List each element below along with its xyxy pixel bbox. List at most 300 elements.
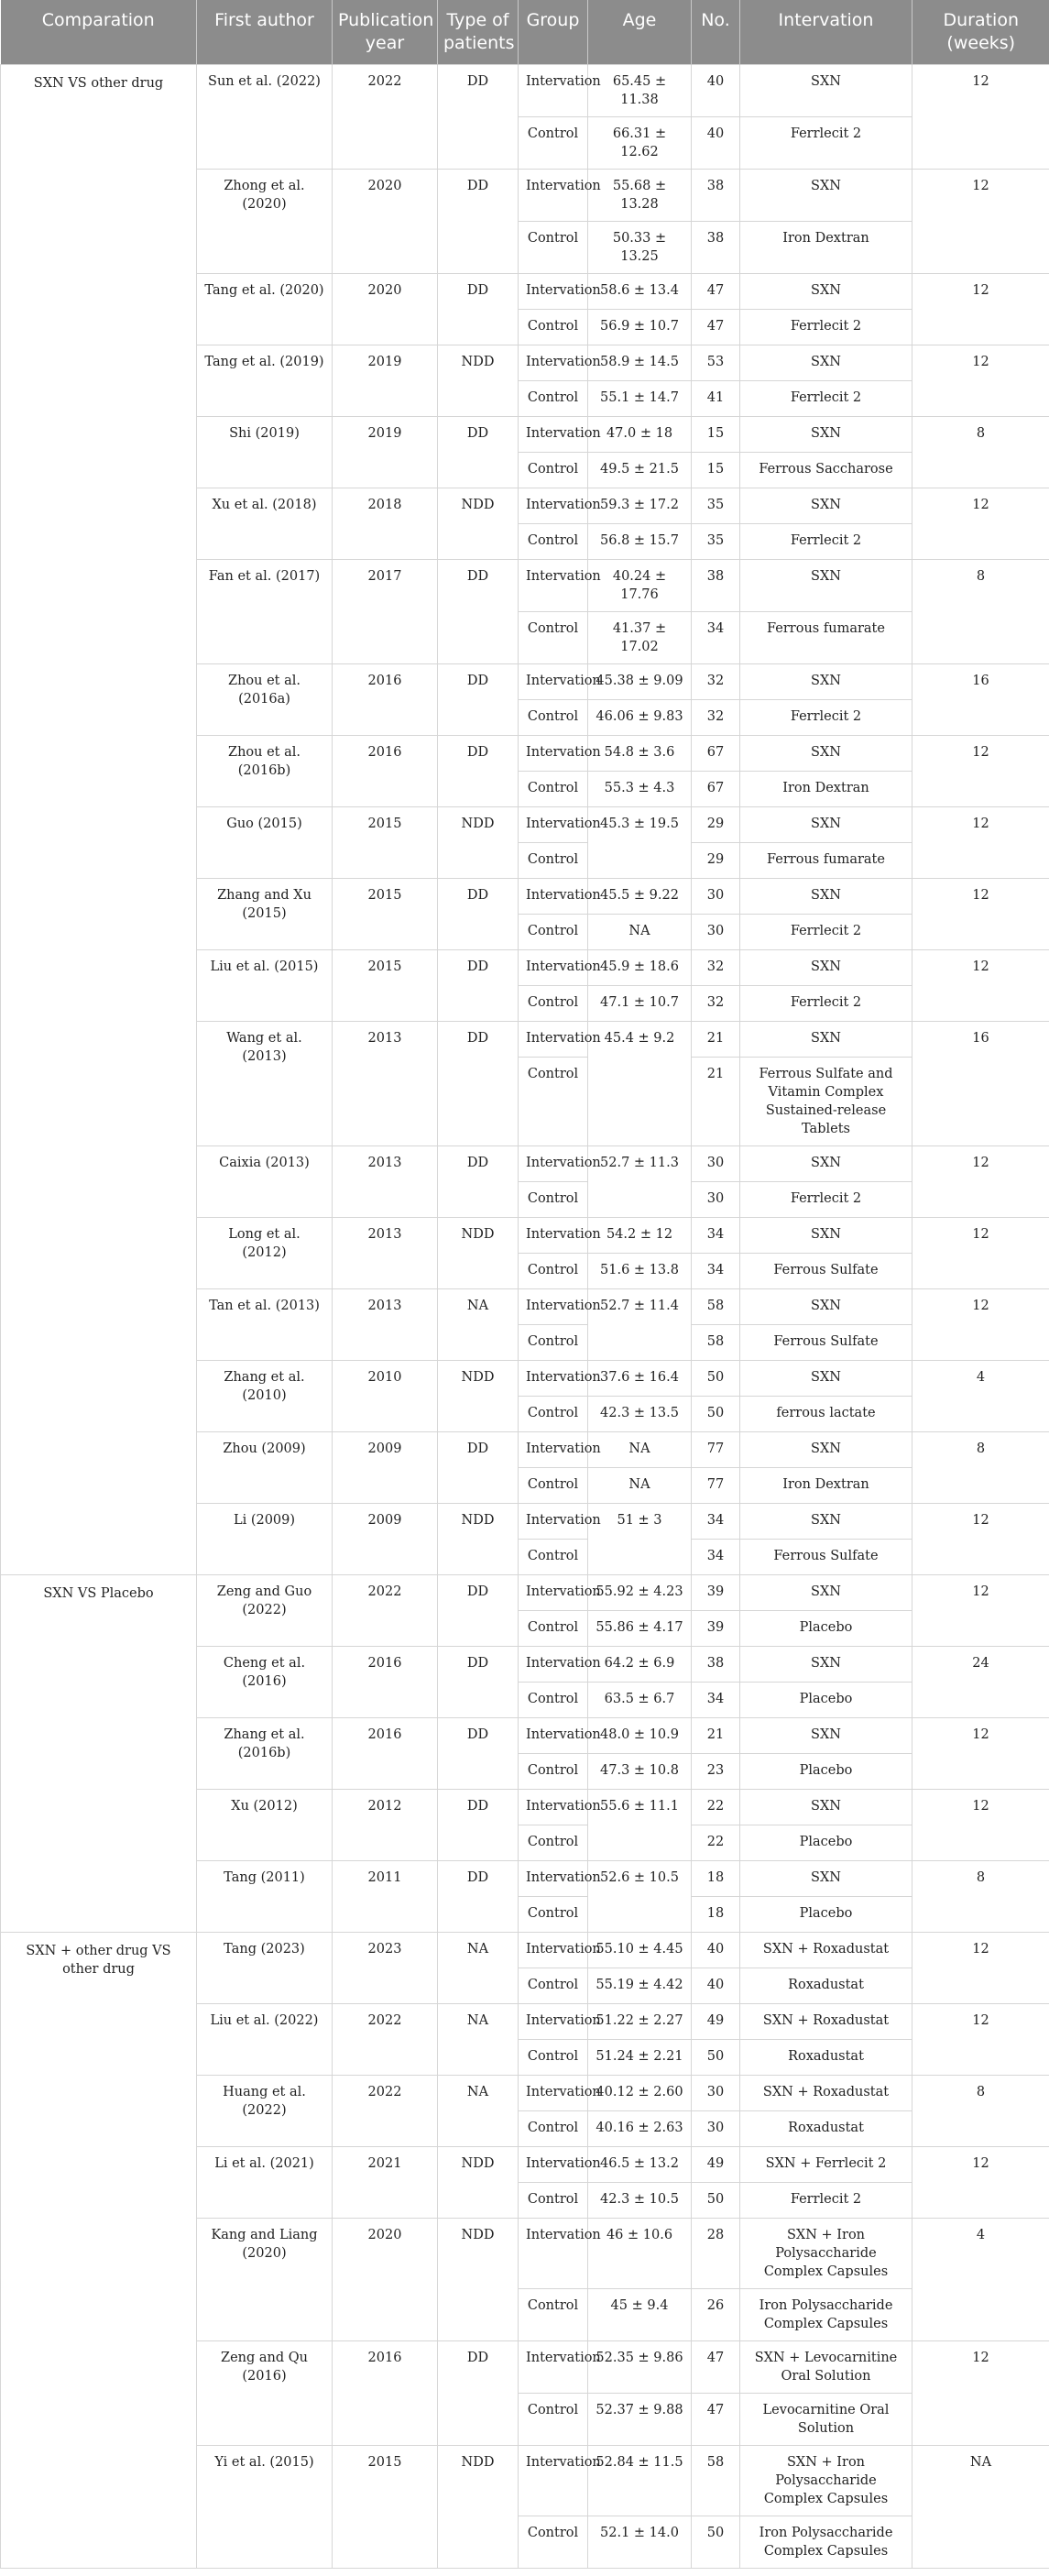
group-cell: Control	[519, 117, 588, 170]
number-cell: 47	[692, 2394, 740, 2446]
year-cell: 2015	[333, 950, 438, 1022]
year-cell: 2019	[333, 345, 438, 417]
number-cell: 49	[692, 2004, 740, 2040]
author-cell: Zhou et al. (2016a)	[197, 664, 333, 736]
author-cell: Zeng and Guo (2022)	[197, 1575, 333, 1647]
number-cell: 34	[692, 1254, 740, 1289]
year-cell: 2020	[333, 2219, 438, 2341]
group-cell: Control	[519, 222, 588, 274]
group-cell: Control	[519, 381, 588, 417]
year-cell: 2021	[333, 2147, 438, 2219]
group-cell: Intervation	[519, 2147, 588, 2183]
group-cell: Intervation	[519, 950, 588, 986]
age-cell: 56.8 ± 15.7	[588, 524, 692, 560]
number-cell: 30	[692, 1146, 740, 1182]
group-cell: Intervation	[519, 2446, 588, 2516]
age-cell: 45.9 ± 18.6	[588, 950, 692, 986]
number-cell: 50	[692, 2040, 740, 2076]
intervention-cell: SXN	[740, 736, 912, 772]
group-cell: Intervation	[519, 345, 588, 381]
group-cell: Intervation	[519, 1718, 588, 1754]
age-cell: 63.5 ± 6.7	[588, 1683, 692, 1718]
age-cell: 47.3 ± 10.8	[588, 1754, 692, 1790]
intervention-cell: Ferrlecit 2	[740, 700, 912, 736]
group-cell: Control	[519, 2111, 588, 2147]
group-cell: Intervation	[519, 1146, 588, 1182]
author-cell: Huang et al. (2022)	[197, 2076, 333, 2147]
number-cell: 39	[692, 1575, 740, 1611]
intervention-cell: Iron Polysaccharide Complex Capsules	[740, 2516, 912, 2569]
intervention-cell: Roxadustat	[740, 2040, 912, 2076]
author-cell: Tang (2011)	[197, 1861, 333, 1933]
group-cell: Intervation	[519, 417, 588, 453]
group-cell: Control	[519, 2394, 588, 2446]
group-cell: Intervation	[519, 488, 588, 524]
group-cell: Control	[519, 1825, 588, 1861]
duration-cell: 12	[912, 170, 1049, 274]
duration-cell: 24	[912, 1647, 1049, 1718]
age-cell: 55.3 ± 4.3	[588, 772, 692, 807]
age-cell: 46.06 ± 9.83	[588, 700, 692, 736]
number-cell: 30	[692, 2111, 740, 2147]
intervention-cell: Ferrlecit 2	[740, 117, 912, 170]
intervention-cell: SXN	[740, 879, 912, 915]
intervention-cell: Ferrlecit 2	[740, 310, 912, 345]
number-cell: 58	[692, 1289, 740, 1325]
number-cell: 15	[692, 417, 740, 453]
year-cell: 2016	[333, 736, 438, 807]
group-cell: Control	[519, 1968, 588, 2004]
group-cell: Intervation	[519, 2341, 588, 2394]
patient-type-cell: DD	[438, 1861, 519, 1933]
duration-cell: 8	[912, 417, 1049, 488]
number-cell: 15	[692, 453, 740, 488]
header-no: No.	[692, 0, 740, 65]
intervention-cell: SXN	[740, 807, 912, 843]
patient-type-cell: NDD	[438, 488, 519, 560]
intervention-cell: Iron Dextran	[740, 772, 912, 807]
age-cell: 48.0 ± 10.9	[588, 1718, 692, 1754]
age-cell: 66.31 ± 12.62	[588, 117, 692, 170]
year-cell: 2020	[333, 274, 438, 345]
intervention-cell: Placebo	[740, 1825, 912, 1861]
duration-cell: 12	[912, 807, 1049, 879]
group-cell: Intervation	[519, 1022, 588, 1058]
author-cell: Zhou (2009)	[197, 1432, 333, 1504]
year-cell: 2016	[333, 2341, 438, 2446]
intervention-cell: Iron Dextran	[740, 1468, 912, 1504]
intervention-cell: SXN	[740, 664, 912, 700]
patient-type-cell: DD	[438, 1146, 519, 1218]
number-cell: 34	[692, 1540, 740, 1575]
number-cell: 34	[692, 612, 740, 664]
author-cell: Tang (2023)	[197, 1933, 333, 2004]
number-cell: 67	[692, 736, 740, 772]
duration-cell: 12	[912, 2147, 1049, 2219]
patient-type-cell: NDD	[438, 1218, 519, 1289]
author-cell: Liu et al. (2015)	[197, 950, 333, 1022]
table-row	[1, 1575, 1049, 1611]
year-cell: 2020	[333, 170, 438, 274]
group-cell: Intervation	[519, 274, 588, 310]
number-cell: 40	[692, 65, 740, 117]
group-cell: Intervation	[519, 736, 588, 772]
age-cell: 42.3 ± 13.5	[588, 1397, 692, 1432]
patient-type-cell: DD	[438, 65, 519, 170]
duration-cell: 8	[912, 2076, 1049, 2147]
group-cell: Control	[519, 1182, 588, 1218]
age-cell: 40.12 ± 2.60	[588, 2076, 692, 2111]
group-cell: Control	[519, 524, 588, 560]
author-cell: Cheng et al. (2016)	[197, 1647, 333, 1718]
group-cell: Control	[519, 1325, 588, 1361]
group-cell: Intervation	[519, 879, 588, 915]
patient-type-cell: DD	[438, 1647, 519, 1718]
intervention-cell: SXN	[740, 1022, 912, 1058]
comparation-cell: SXN VS Placebo	[1, 1575, 197, 1933]
age-cell: 45.5 ± 9.22	[588, 879, 692, 915]
year-cell: 2012	[333, 1790, 438, 1861]
intervention-cell: SXN	[740, 1361, 912, 1397]
year-cell: 2017	[333, 560, 438, 664]
number-cell: 49	[692, 2147, 740, 2183]
intervention-cell: SXN + Iron Polysaccharide Complex Capsules	[740, 2446, 912, 2516]
intervention-cell: Ferrlecit 2	[740, 2183, 912, 2219]
duration-cell: 12	[912, 1718, 1049, 1790]
table-body	[1, 65, 1049, 2569]
header-age: Age	[588, 0, 692, 65]
duration-cell: 12	[912, 2004, 1049, 2076]
age-cell: 56.9 ± 10.7	[588, 310, 692, 345]
duration-cell: 12	[912, 274, 1049, 345]
number-cell: 29	[692, 807, 740, 843]
number-cell: 41	[692, 381, 740, 417]
number-cell: 67	[692, 772, 740, 807]
duration-cell: 4	[912, 1361, 1049, 1432]
intervention-cell: SXN	[740, 1504, 912, 1540]
author-cell: Zeng and Qu (2016)	[197, 2341, 333, 2446]
intervention-cell: SXN + Roxadustat	[740, 2004, 912, 2040]
patient-type-cell: NDD	[438, 2147, 519, 2219]
group-cell: Intervation	[519, 1432, 588, 1468]
patient-type-cell: NDD	[438, 2219, 519, 2341]
age-cell: 52.7 ± 11.4	[588, 1289, 692, 1361]
author-cell: Liu et al. (2022)	[197, 2004, 333, 2076]
group-cell: Intervation	[519, 664, 588, 700]
author-cell: Zhang and Xu (2015)	[197, 879, 333, 950]
year-cell: 2015	[333, 879, 438, 950]
author-cell: Long et al. (2012)	[197, 1218, 333, 1289]
group-cell: Intervation	[519, 1647, 588, 1683]
year-cell: 2016	[333, 1718, 438, 1790]
group-cell: Control	[519, 1897, 588, 1933]
group-cell: Intervation	[519, 807, 588, 843]
number-cell: 28	[692, 2219, 740, 2289]
group-cell: Intervation	[519, 1218, 588, 1254]
age-cell: 52.37 ± 9.88	[588, 2394, 692, 2446]
number-cell: 32	[692, 986, 740, 1022]
intervention-cell: SXN	[740, 345, 912, 381]
group-cell: Control	[519, 1683, 588, 1718]
duration-cell: 16	[912, 664, 1049, 736]
number-cell: 47	[692, 2341, 740, 2394]
number-cell: 35	[692, 524, 740, 560]
number-cell: 38	[692, 1647, 740, 1683]
author-cell: Zhang et al. (2016b)	[197, 1718, 333, 1790]
duration-cell: 12	[912, 1504, 1049, 1575]
intervention-cell: Ferrlecit 2	[740, 986, 912, 1022]
group-cell: Intervation	[519, 1861, 588, 1897]
age-cell: 55.1 ± 14.7	[588, 381, 692, 417]
duration-cell: 8	[912, 1432, 1049, 1504]
year-cell: 2022	[333, 2004, 438, 2076]
group-cell: Intervation	[519, 1289, 588, 1325]
intervention-cell: Ferrous fumarate	[740, 612, 912, 664]
patient-type-cell: NA	[438, 1289, 519, 1361]
age-cell: 65.45 ± 11.38	[588, 65, 692, 117]
intervention-cell: Placebo	[740, 1897, 912, 1933]
number-cell: 29	[692, 843, 740, 879]
intervention-cell: Iron Polysaccharide Complex Capsules	[740, 2289, 912, 2341]
age-cell: 52.6 ± 10.5	[588, 1861, 692, 1933]
author-cell: Li (2009)	[197, 1504, 333, 1575]
intervention-cell: SXN	[740, 170, 912, 222]
age-cell: 45.4 ± 9.2	[588, 1022, 692, 1146]
group-cell: Control	[519, 453, 588, 488]
age-cell: 51.24 ± 2.21	[588, 2040, 692, 2076]
patient-type-cell: DD	[438, 1575, 519, 1647]
duration-cell: 16	[912, 1022, 1049, 1146]
intervention-cell: SXN + Levocarnitine Oral Solution	[740, 2341, 912, 2394]
group-cell: Intervation	[519, 170, 588, 222]
number-cell: 30	[692, 2076, 740, 2111]
age-cell: NA	[588, 915, 692, 950]
number-cell: 40	[692, 1968, 740, 2004]
table-row	[1, 65, 1049, 117]
number-cell: 47	[692, 274, 740, 310]
patient-type-cell: DD	[438, 1432, 519, 1504]
author-cell: Sun et al. (2022)	[197, 65, 333, 170]
intervention-cell: SXN + Roxadustat	[740, 1933, 912, 1968]
age-cell: 45.3 ± 19.5	[588, 807, 692, 879]
year-cell: 2018	[333, 488, 438, 560]
intervention-cell: SXN	[740, 1790, 912, 1825]
number-cell: 38	[692, 560, 740, 612]
number-cell: 30	[692, 1182, 740, 1218]
header-comparation: Comparation	[1, 0, 197, 65]
author-cell: Fan et al. (2017)	[197, 560, 333, 664]
patient-type-cell: DD	[438, 950, 519, 1022]
author-cell: Caixia (2013)	[197, 1146, 333, 1218]
year-cell: 2011	[333, 1861, 438, 1933]
year-cell: 2010	[333, 1361, 438, 1432]
group-cell: Intervation	[519, 65, 588, 117]
author-cell: Tang et al. (2020)	[197, 274, 333, 345]
patient-type-cell: NDD	[438, 807, 519, 879]
duration-cell: 4	[912, 2219, 1049, 2341]
number-cell: 50	[692, 1361, 740, 1397]
age-cell: 46.5 ± 13.2	[588, 2147, 692, 2183]
number-cell: 30	[692, 879, 740, 915]
number-cell: 34	[692, 1683, 740, 1718]
age-cell: 45.38 ± 9.09	[588, 664, 692, 700]
number-cell: 50	[692, 2183, 740, 2219]
author-cell: Kang and Liang (2020)	[197, 2219, 333, 2341]
table-row	[1, 1933, 1049, 1968]
intervention-cell: Ferrous fumarate	[740, 843, 912, 879]
intervention-cell: Ferrous Saccharose	[740, 453, 912, 488]
intervention-cell: Placebo	[740, 1611, 912, 1647]
intervention-cell: SXN + Roxadustat	[740, 2076, 912, 2111]
number-cell: 23	[692, 1754, 740, 1790]
age-cell: 55.86 ± 4.17	[588, 1611, 692, 1647]
number-cell: 18	[692, 1897, 740, 1933]
age-cell: 55.68 ± 13.28	[588, 170, 692, 222]
number-cell: 38	[692, 170, 740, 222]
age-cell: NA	[588, 1432, 692, 1468]
author-cell: Tan et al. (2013)	[197, 1289, 333, 1361]
number-cell: 32	[692, 664, 740, 700]
number-cell: 58	[692, 2446, 740, 2516]
group-cell: Control	[519, 1754, 588, 1790]
number-cell: 22	[692, 1790, 740, 1825]
patient-type-cell: DD	[438, 664, 519, 736]
group-cell: Control	[519, 2289, 588, 2341]
author-cell: Guo (2015)	[197, 807, 333, 879]
group-cell: Intervation	[519, 1361, 588, 1397]
age-cell: 47.1 ± 10.7	[588, 986, 692, 1022]
group-cell: Control	[519, 2516, 588, 2569]
group-cell: Control	[519, 310, 588, 345]
number-cell: 38	[692, 222, 740, 274]
patient-type-cell: DD	[438, 560, 519, 664]
duration-cell: 12	[912, 2341, 1049, 2446]
number-cell: 34	[692, 1504, 740, 1540]
intervention-cell: Ferrous Sulfate and Vitamin Complex Sustained-release Tablets	[740, 1058, 912, 1146]
author-cell: Xu et al. (2018)	[197, 488, 333, 560]
author-cell: Wang et al. (2013)	[197, 1022, 333, 1146]
age-cell: 51 ± 3	[588, 1504, 692, 1575]
group-cell: Intervation	[519, 1933, 588, 1968]
group-cell: Intervation	[519, 2219, 588, 2289]
group-cell: Intervation	[519, 2076, 588, 2111]
age-cell: 58.6 ± 13.4	[588, 274, 692, 310]
number-cell: 26	[692, 2289, 740, 2341]
patient-type-cell: DD	[438, 879, 519, 950]
group-cell: Control	[519, 2183, 588, 2219]
year-cell: 2022	[333, 65, 438, 170]
intervention-cell: Ferrlecit 2	[740, 524, 912, 560]
duration-cell: 12	[912, 1146, 1049, 1218]
number-cell: 35	[692, 488, 740, 524]
age-cell: 54.2 ± 12	[588, 1218, 692, 1254]
group-cell: Control	[519, 1058, 588, 1146]
age-cell: 55.6 ± 11.1	[588, 1790, 692, 1861]
group-cell: Control	[519, 915, 588, 950]
number-cell: 32	[692, 950, 740, 986]
comparation-cell: SXN + other drug VS other drug	[1, 1933, 197, 2569]
patient-type-cell: NA	[438, 2004, 519, 2076]
intervention-cell: Ferrous Sulfate	[740, 1325, 912, 1361]
patient-type-cell: NDD	[438, 1504, 519, 1575]
age-cell: 50.33 ± 13.25	[588, 222, 692, 274]
intervention-cell: Iron Dextran	[740, 222, 912, 274]
intervention-cell: SXN	[740, 1218, 912, 1254]
group-cell: Control	[519, 843, 588, 879]
patient-type-cell: NA	[438, 2076, 519, 2147]
group-cell: Intervation	[519, 560, 588, 612]
author-cell: Li et al. (2021)	[197, 2147, 333, 2219]
year-cell: 2015	[333, 2446, 438, 2569]
patient-type-cell: DD	[438, 1022, 519, 1146]
age-cell: 64.2 ± 6.9	[588, 1647, 692, 1683]
intervention-cell: Ferrlecit 2	[740, 1182, 912, 1218]
year-cell: 2019	[333, 417, 438, 488]
header-first-author: First author	[197, 0, 333, 65]
intervention-cell: SXN	[740, 65, 912, 117]
year-cell: 2013	[333, 1218, 438, 1289]
age-cell: 46 ± 10.6	[588, 2219, 692, 2289]
year-cell: 2013	[333, 1289, 438, 1361]
number-cell: 77	[692, 1432, 740, 1468]
age-cell: 55.10 ± 4.45	[588, 1933, 692, 1968]
duration-cell: 12	[912, 950, 1049, 1022]
number-cell: 47	[692, 310, 740, 345]
patient-type-cell: NA	[438, 1933, 519, 2004]
intervention-cell: Levocarnitine Oral Solution	[740, 2394, 912, 2446]
age-cell: 45 ± 9.4	[588, 2289, 692, 2341]
duration-cell: 12	[912, 345, 1049, 417]
duration-cell: 12	[912, 879, 1049, 950]
group-cell: Control	[519, 1397, 588, 1432]
group-cell: Control	[519, 1254, 588, 1289]
age-cell: 51.22 ± 2.27	[588, 2004, 692, 2040]
author-cell: Yi et al. (2015)	[197, 2446, 333, 2569]
year-cell: 2015	[333, 807, 438, 879]
duration-cell: 12	[912, 1933, 1049, 2004]
number-cell: 22	[692, 1825, 740, 1861]
intervention-cell: SXN + Iron Polysaccharide Complex Capsules	[740, 2219, 912, 2289]
intervention-cell: Roxadustat	[740, 2111, 912, 2147]
number-cell: 21	[692, 1718, 740, 1754]
age-cell: 49.5 ± 21.5	[588, 453, 692, 488]
number-cell: 32	[692, 700, 740, 736]
intervention-cell: SXN	[740, 1718, 912, 1754]
author-cell: Zhang et al. (2010)	[197, 1361, 333, 1432]
author-cell: Tang et al. (2019)	[197, 345, 333, 417]
group-cell: Control	[519, 612, 588, 664]
age-cell: 42.3 ± 10.5	[588, 2183, 692, 2219]
year-cell: 2009	[333, 1504, 438, 1575]
number-cell: 50	[692, 2516, 740, 2569]
intervention-cell: Ferrlecit 2	[740, 915, 912, 950]
intervention-cell: SXN + Ferrlecit 2	[740, 2147, 912, 2183]
group-cell: Control	[519, 700, 588, 736]
number-cell: 39	[692, 1611, 740, 1647]
group-cell: Intervation	[519, 1790, 588, 1825]
number-cell: 30	[692, 915, 740, 950]
age-cell: 52.35 ± 9.86	[588, 2341, 692, 2394]
age-cell: 40.24 ± 17.76	[588, 560, 692, 612]
intervention-cell: Ferrous Sulfate	[740, 1540, 912, 1575]
age-cell: 51.6 ± 13.8	[588, 1254, 692, 1289]
group-cell: Intervation	[519, 1575, 588, 1611]
intervention-cell: SXN	[740, 1289, 912, 1325]
header-group: Group	[519, 0, 588, 65]
number-cell: 77	[692, 1468, 740, 1504]
patient-type-cell: NDD	[438, 2446, 519, 2569]
duration-cell: 12	[912, 736, 1049, 807]
